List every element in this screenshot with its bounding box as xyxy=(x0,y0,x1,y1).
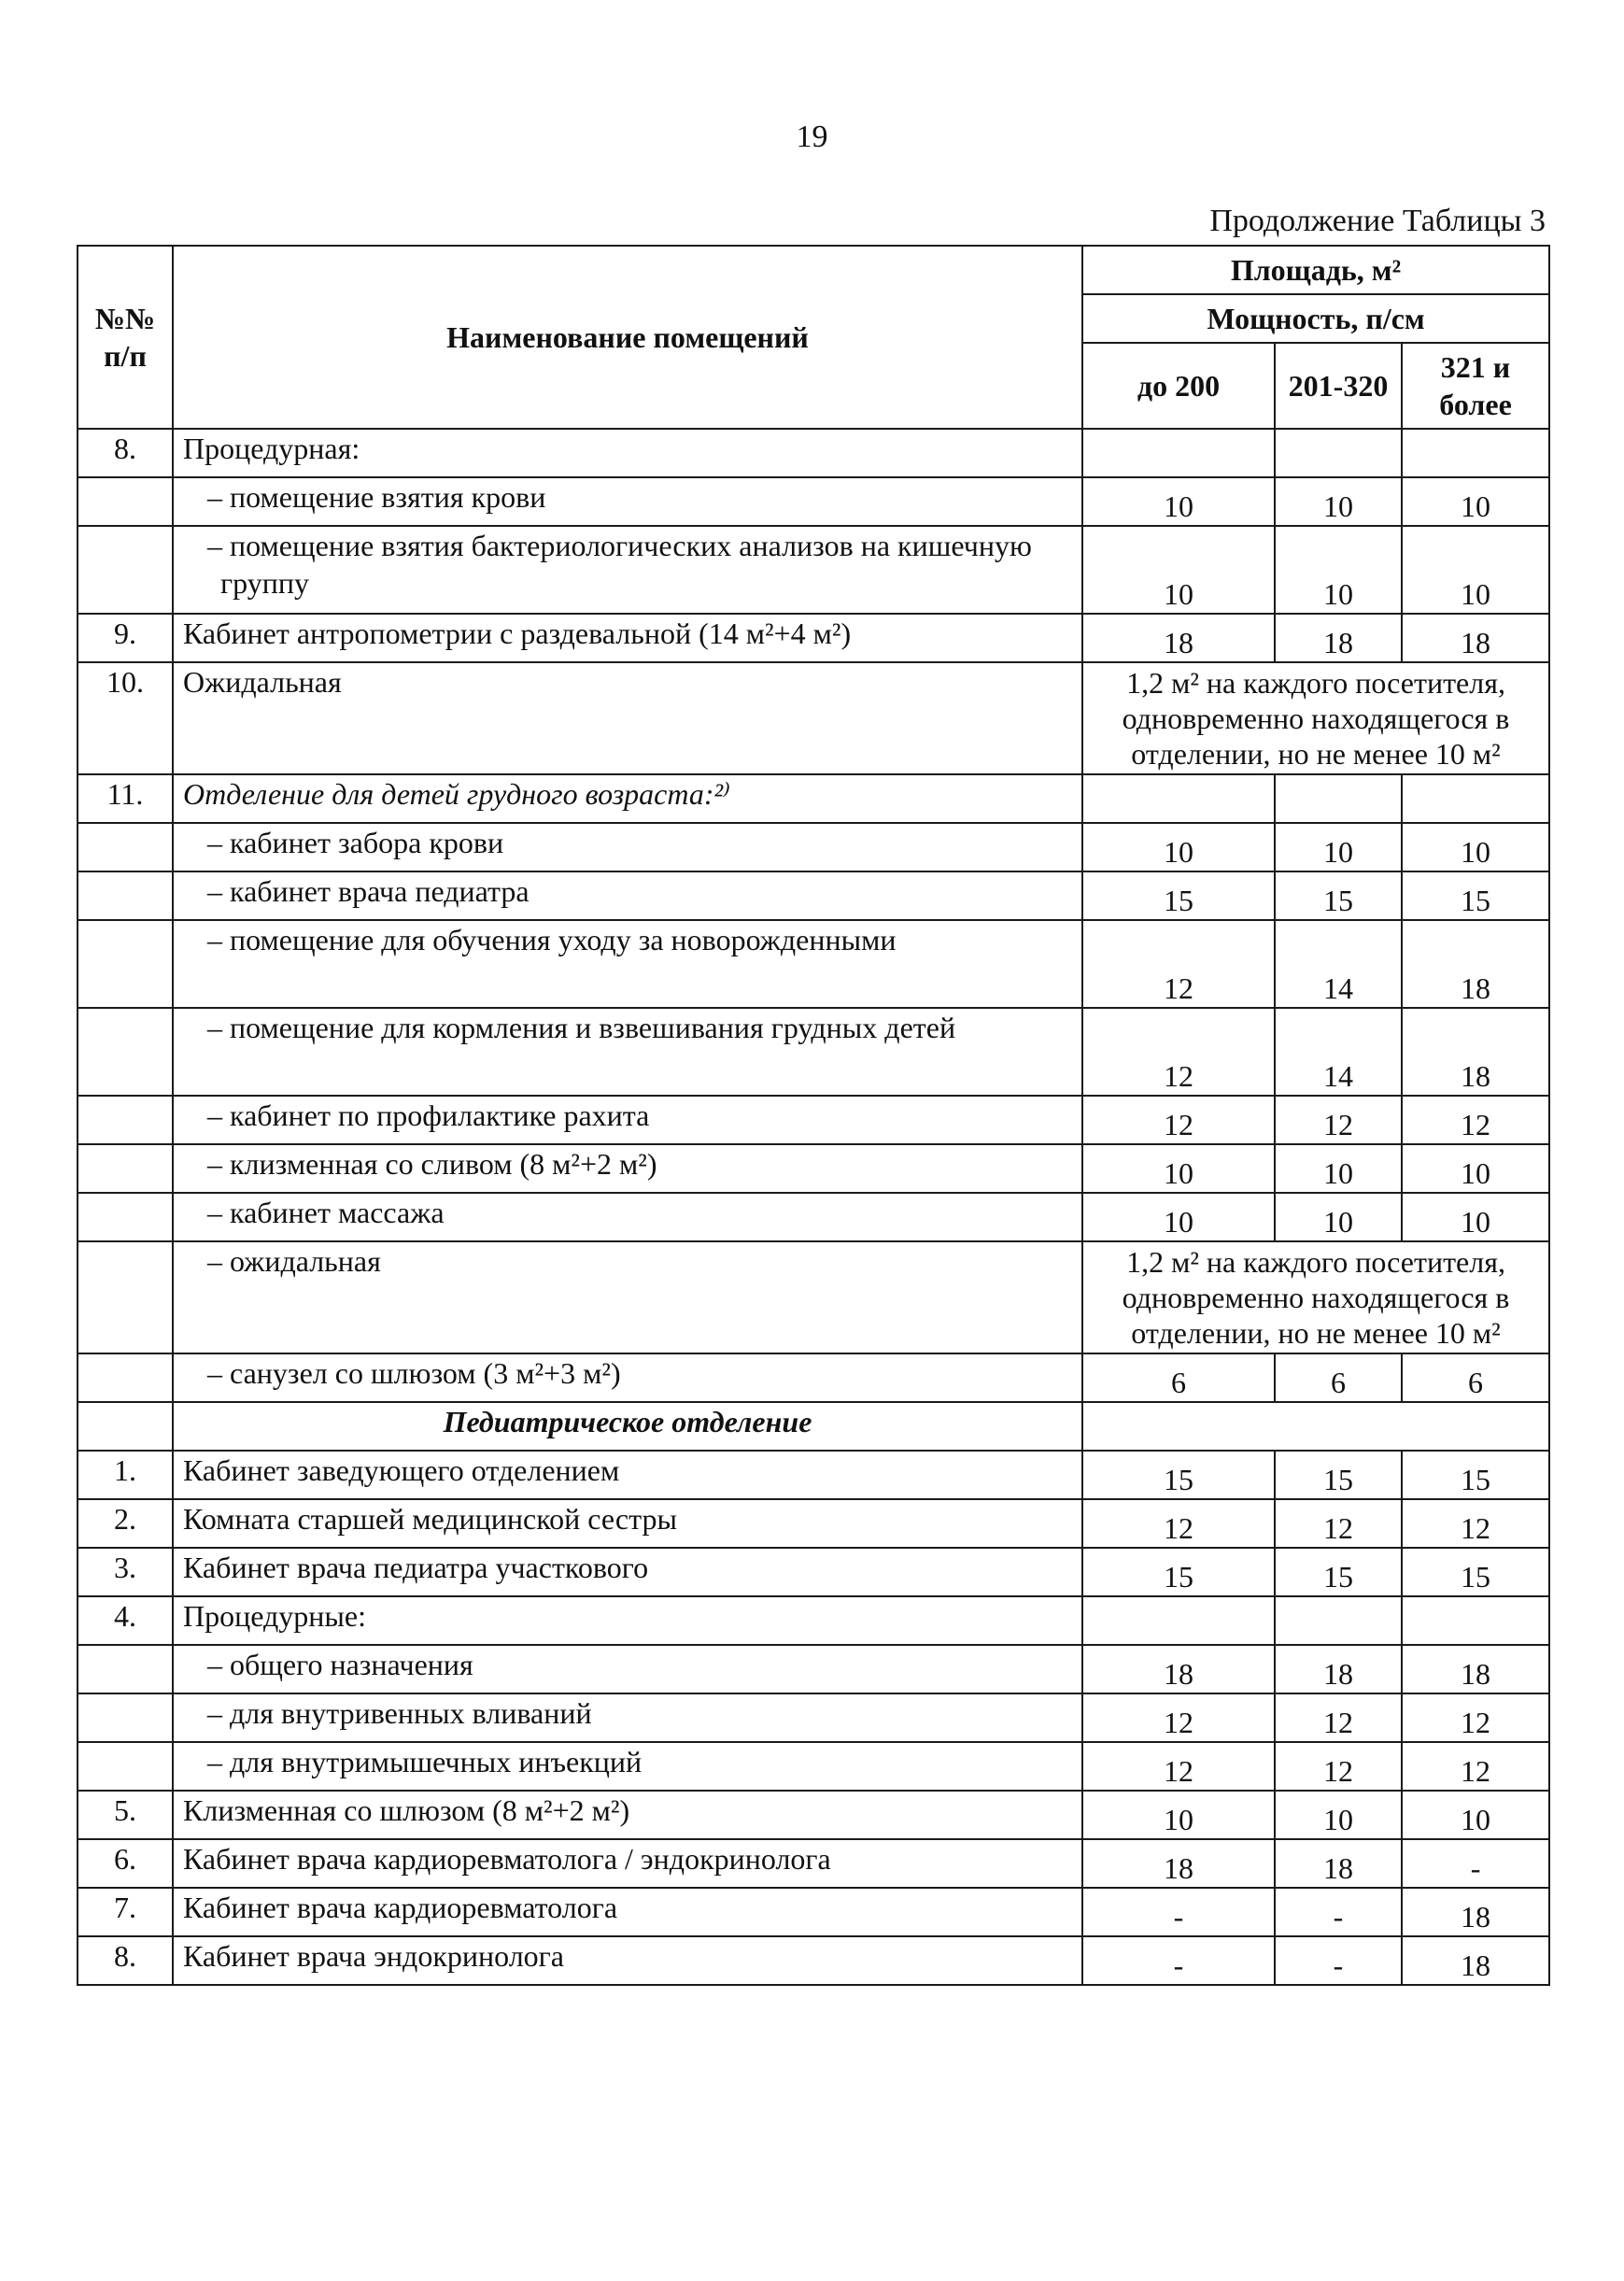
table-row xyxy=(78,1353,1549,1402)
area-value-col-2: 12 xyxy=(1275,1742,1402,1791)
room-name: – помещение для обучения уходу за новорожденными xyxy=(173,920,1082,1008)
area-value-col-3: 10 xyxy=(1402,1144,1549,1193)
room-name: Комната старшей медицинской сестры xyxy=(173,1499,1082,1548)
area-value-col-1: 18 xyxy=(1082,1839,1275,1888)
area-value-col-1: 10 xyxy=(1082,477,1275,526)
rooms-area-table xyxy=(77,245,1550,1986)
area-value-col-2: 10 xyxy=(1275,1791,1402,1839)
table-row xyxy=(78,1499,1549,1548)
row-number: 2. xyxy=(78,1499,173,1548)
area-value-col-3: 18 xyxy=(1402,1936,1549,1985)
area-value-col-3: 15 xyxy=(1402,1548,1549,1596)
table-body xyxy=(78,429,1549,1985)
room-name: – кабинет врача педиатра xyxy=(173,871,1082,920)
table-row xyxy=(78,1096,1549,1144)
header-col-1: до 200 xyxy=(1082,343,1275,429)
header-col-2: 201-320 xyxy=(1275,343,1402,429)
room-name: Кабинет врача кардиоревматолога / эндокринолога xyxy=(173,1839,1082,1888)
row-number xyxy=(78,871,173,920)
area-value-col-1: 12 xyxy=(1082,1096,1275,1144)
page-number: 19 xyxy=(796,120,828,154)
area-value-col-1 xyxy=(1082,1596,1275,1645)
row-number xyxy=(78,1402,173,1451)
area-value-col-3: 10 xyxy=(1402,1193,1549,1241)
room-name: – санузел со шлюзом (3 м²+3 м²) xyxy=(173,1353,1082,1402)
room-name: Кабинет заведующего отделением xyxy=(173,1451,1082,1499)
header-name: Наименование помещений xyxy=(173,246,1082,429)
room-name: – клизменная со сливом (8 м²+2 м²) xyxy=(173,1144,1082,1193)
room-name: – помещение взятия крови xyxy=(173,477,1082,526)
table-row xyxy=(78,1596,1549,1645)
table-row xyxy=(78,1451,1549,1499)
row-number xyxy=(78,1645,173,1693)
row-number xyxy=(78,1144,173,1193)
area-value-col-1: 10 xyxy=(1082,1144,1275,1193)
table-row xyxy=(78,429,1549,477)
room-name: Процедурная: xyxy=(173,429,1082,477)
area-value-col-1: 10 xyxy=(1082,1791,1275,1839)
area-value-col-2: 10 xyxy=(1275,1193,1402,1241)
area-value-col-2: 18 xyxy=(1275,614,1402,662)
area-value-col-2: - xyxy=(1275,1888,1402,1936)
area-value-col-3: 18 xyxy=(1402,920,1549,1008)
row-number xyxy=(78,1693,173,1742)
area-value-col-3: 15 xyxy=(1402,871,1549,920)
area-value-col-3: 12 xyxy=(1402,1096,1549,1144)
area-value-col-3: 10 xyxy=(1402,477,1549,526)
row-number: 4. xyxy=(78,1596,173,1645)
area-note: 1,2 м² на каждого посетителя, одновременно находящегося в отделении, но не менее 10 м² xyxy=(1082,1241,1549,1353)
row-number: 10. xyxy=(78,662,173,774)
area-value-col-2 xyxy=(1275,429,1402,477)
room-name: – помещение для кормления и взвешивания грудных детей xyxy=(173,1008,1082,1096)
area-value-col-1: 10 xyxy=(1082,1193,1275,1241)
header-num: №№ п/п xyxy=(78,246,173,429)
table-row xyxy=(78,526,1549,614)
table-row xyxy=(78,920,1549,1008)
table-row xyxy=(78,614,1549,662)
area-value-col-2: 14 xyxy=(1275,1008,1402,1096)
area-value-col-2: 10 xyxy=(1275,823,1402,871)
row-number: 1. xyxy=(78,1451,173,1499)
area-value-col-3 xyxy=(1402,429,1549,477)
area-value-col-3: - xyxy=(1402,1839,1549,1888)
header-area: Площадь, м² xyxy=(1082,246,1549,294)
area-value-col-3 xyxy=(1402,774,1549,823)
area-value-col-3 xyxy=(1402,1596,1549,1645)
row-number xyxy=(78,823,173,871)
area-value-col-2: 10 xyxy=(1275,1144,1402,1193)
room-name: Клизменная со шлюзом (8 м²+2 м²) xyxy=(173,1791,1082,1839)
area-value-col-3: 10 xyxy=(1402,526,1549,614)
room-name: – кабинет по профилактике рахита xyxy=(173,1096,1082,1144)
area-value-col-2: 18 xyxy=(1275,1839,1402,1888)
row-number: 6. xyxy=(78,1839,173,1888)
area-value-col-3: 18 xyxy=(1402,1645,1549,1693)
area-value-col-1: 12 xyxy=(1082,1742,1275,1791)
area-value-col-1: - xyxy=(1082,1888,1275,1936)
area-value-col-2: 10 xyxy=(1275,526,1402,614)
table-row xyxy=(78,871,1549,920)
area-value-col-1: 6 xyxy=(1082,1353,1275,1402)
area-value-col-1: 15 xyxy=(1082,1548,1275,1596)
area-value-col-1: 15 xyxy=(1082,871,1275,920)
area-value-col-1: 12 xyxy=(1082,1499,1275,1548)
room-name: Кабинет антропометрии с раздевальной (14 м²+4 м²) xyxy=(173,614,1082,662)
room-name: – кабинет массажа xyxy=(173,1193,1082,1241)
area-value-col-2 xyxy=(1275,1596,1402,1645)
row-number xyxy=(78,1742,173,1791)
table-row xyxy=(78,1839,1549,1888)
area-value-col-1: 12 xyxy=(1082,920,1275,1008)
table-row xyxy=(78,1693,1549,1742)
row-number: 3. xyxy=(78,1548,173,1596)
header-capacity: Мощность, п/см xyxy=(1082,294,1549,343)
area-value-col-3: 10 xyxy=(1402,1791,1549,1839)
room-name: Процедурные: xyxy=(173,1596,1082,1645)
table-row xyxy=(78,1008,1549,1096)
section-title: Педиатрическое отделение xyxy=(173,1402,1082,1451)
area-value-col-3: 6 xyxy=(1402,1353,1549,1402)
room-name: – для внутримышечных инъекций xyxy=(173,1742,1082,1791)
area-value-col-2 xyxy=(1275,774,1402,823)
table-row xyxy=(78,1144,1549,1193)
row-number xyxy=(78,1193,173,1241)
row-number xyxy=(78,920,173,1008)
area-value-col-2: 12 xyxy=(1275,1096,1402,1144)
area-value-col-3: 12 xyxy=(1402,1742,1549,1791)
area-value-col-2: 6 xyxy=(1275,1353,1402,1402)
header-col-3: 321 и более xyxy=(1402,343,1549,429)
table-row xyxy=(78,662,1549,774)
room-name: – кабинет забора крови xyxy=(173,823,1082,871)
table-row xyxy=(78,1193,1549,1241)
room-name: – ожидальная xyxy=(173,1241,1082,1353)
area-value-col-3: 12 xyxy=(1402,1693,1549,1742)
table-row xyxy=(78,477,1549,526)
row-number: 8. xyxy=(78,1936,173,1985)
area-value-col-3: 12 xyxy=(1402,1499,1549,1548)
area-value-col-3: 18 xyxy=(1402,1008,1549,1096)
table-row xyxy=(78,1241,1549,1353)
row-number xyxy=(78,526,173,614)
area-value-col-1 xyxy=(1082,774,1275,823)
row-number: 9. xyxy=(78,614,173,662)
area-value-col-1: 12 xyxy=(1082,1008,1275,1096)
area-value-col-2: 12 xyxy=(1275,1499,1402,1548)
area-value-col-2: 10 xyxy=(1275,477,1402,526)
area-value-col-2: 15 xyxy=(1275,871,1402,920)
area-value-col-2: 18 xyxy=(1275,1645,1402,1693)
area-value-col-1 xyxy=(1082,429,1275,477)
area-value-col-2: 15 xyxy=(1275,1548,1402,1596)
table-row xyxy=(78,1888,1549,1936)
row-number xyxy=(78,1241,173,1353)
area-value-col-2: 12 xyxy=(1275,1693,1402,1742)
table-row xyxy=(78,774,1549,823)
table-row xyxy=(78,1645,1549,1693)
row-number: 8. xyxy=(78,429,173,477)
area-value-col-1: 18 xyxy=(1082,1645,1275,1693)
table-row xyxy=(78,1742,1549,1791)
area-value-col-1: 10 xyxy=(1082,526,1275,614)
row-number xyxy=(78,1008,173,1096)
section-empty-cell xyxy=(1082,1402,1549,1451)
area-value-col-3: 10 xyxy=(1402,823,1549,871)
area-value-col-2: - xyxy=(1275,1936,1402,1985)
area-value-col-1: 18 xyxy=(1082,614,1275,662)
area-value-col-3: 18 xyxy=(1402,1888,1549,1936)
area-note: 1,2 м² на каждого посетителя, одновременно находящегося в отделении, но не менее 10 м² xyxy=(1082,662,1549,774)
table-row xyxy=(78,1402,1549,1451)
table-row xyxy=(78,823,1549,871)
room-name: Кабинет врача кардиоревматолога xyxy=(173,1888,1082,1936)
table-row xyxy=(78,1791,1549,1839)
area-value-col-3: 15 xyxy=(1402,1451,1549,1499)
area-value-col-3: 18 xyxy=(1402,614,1549,662)
room-name: – общего назначения xyxy=(173,1645,1082,1693)
room-name: Отделение для детей грудного возраста:²⁾ xyxy=(173,774,1082,823)
row-number xyxy=(78,1096,173,1144)
table-header xyxy=(78,246,1549,429)
room-name: Ожидальная xyxy=(173,662,1082,774)
table-row xyxy=(78,1548,1549,1596)
area-value-col-1: 12 xyxy=(1082,1693,1275,1742)
room-name: – для внутривенных вливаний xyxy=(173,1693,1082,1742)
row-number xyxy=(78,477,173,526)
area-value-col-2: 14 xyxy=(1275,920,1402,1008)
room-name: Кабинет врача эндокринолога xyxy=(173,1936,1082,1985)
row-number xyxy=(78,1353,173,1402)
row-number: 11. xyxy=(78,774,173,823)
room-name: – помещение взятия бактериологических анализов на кишечную группу xyxy=(173,526,1082,614)
row-number: 7. xyxy=(78,1888,173,1936)
area-value-col-2: 15 xyxy=(1275,1451,1402,1499)
area-value-col-1: 10 xyxy=(1082,823,1275,871)
table-continuation-label: Продолжение Таблицы 3 xyxy=(1209,204,1546,238)
area-value-col-1: - xyxy=(1082,1936,1275,1985)
row-number: 5. xyxy=(78,1791,173,1839)
room-name: Кабинет врача педиатра участкового xyxy=(173,1548,1082,1596)
area-value-col-1: 15 xyxy=(1082,1451,1275,1499)
table-row xyxy=(78,1936,1549,1985)
